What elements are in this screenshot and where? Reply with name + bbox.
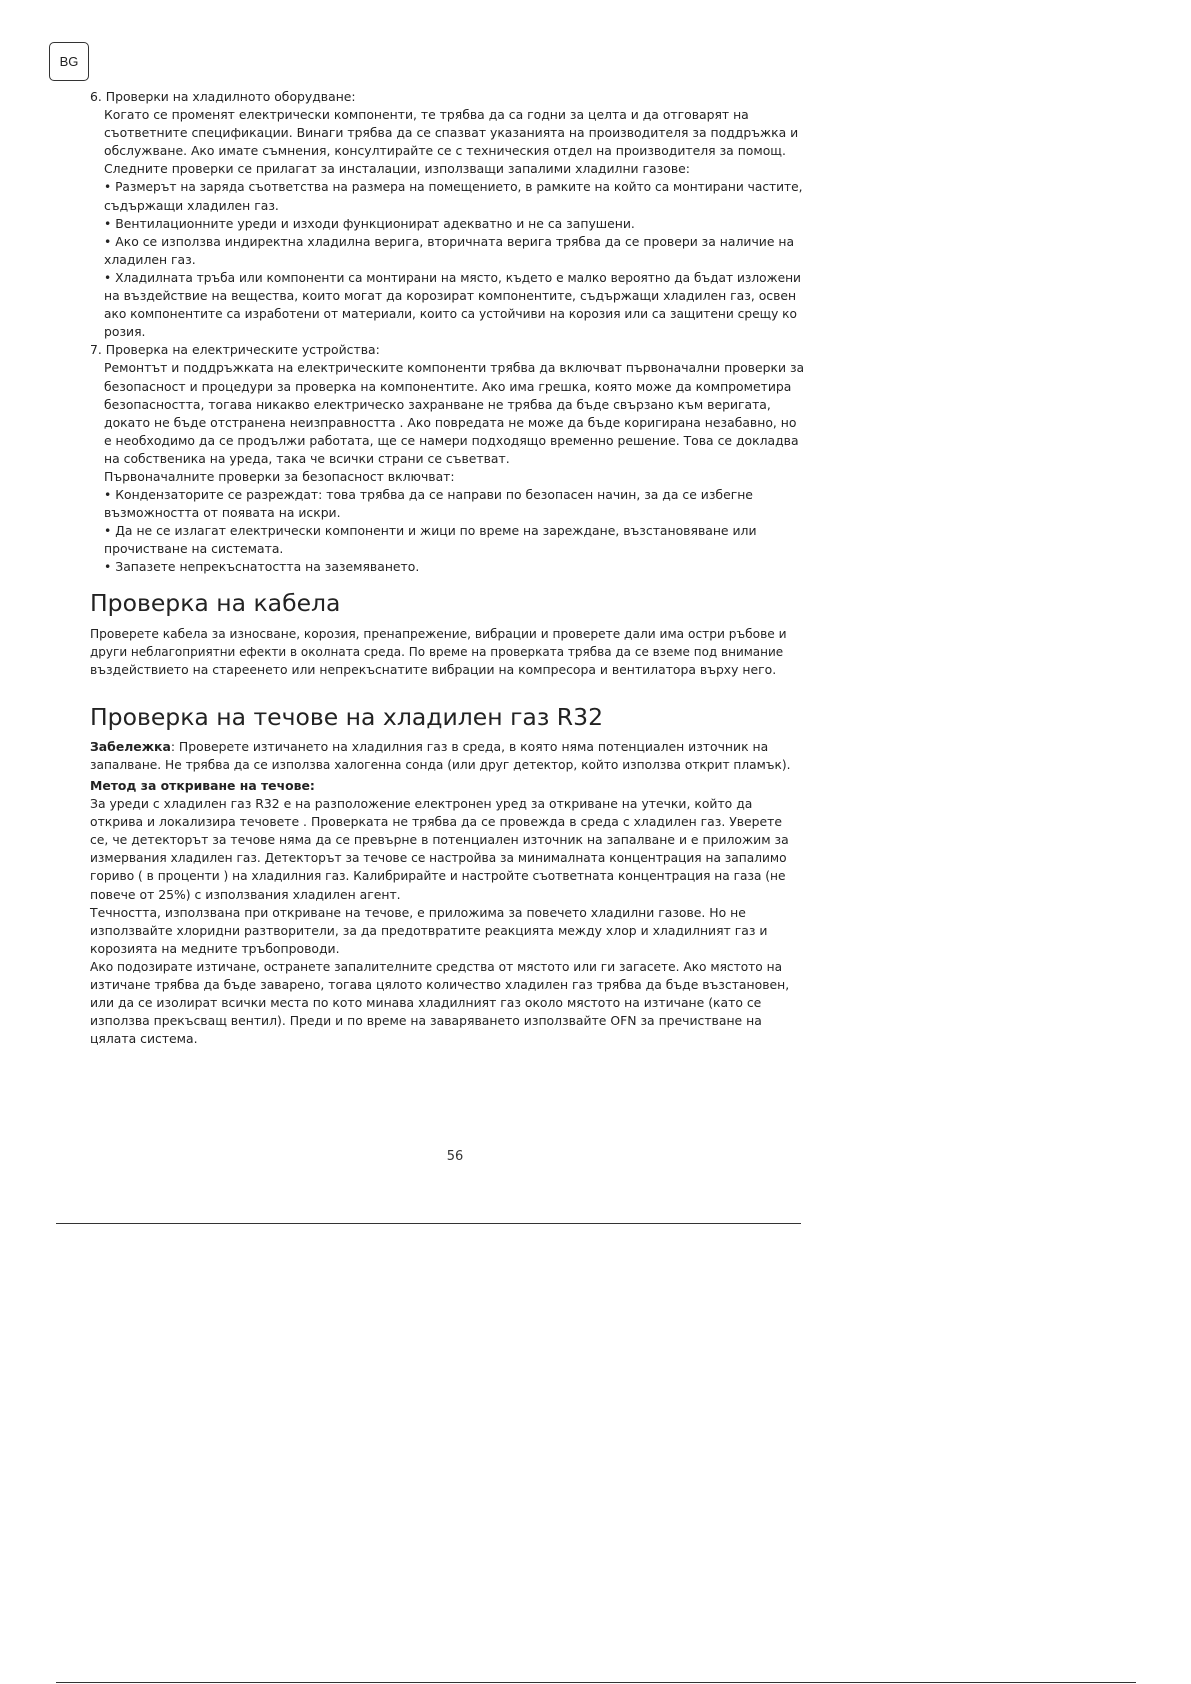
text-line: използвайте хлоридни разтворители, за да предотвратите реакцията между хлор и хладилният газ и <box>90 922 768 938</box>
text-line: розия. <box>104 324 146 340</box>
text-line: • Да не се излагат електрически компоненти и жици по време на зареждане, възстановяване или <box>104 523 757 539</box>
text-line: цялата система. <box>90 1031 198 1047</box>
text-line: Течността, използвана при откриване на течове, е приложима за повечето хладилни газове. Но не <box>90 904 746 920</box>
text-line: корозията на медните тръбопроводи. <box>90 940 340 956</box>
text-line: или да се изолират всички места по кото минава хладилният газ около мястото на изтичане (като се <box>90 995 762 1011</box>
text-line: измервания хладилен газ. Детекторът за течове се настройва за минималната концентрация на запалимо <box>90 851 787 866</box>
text-line: • Кондензаторите се разреждат: това трябва да се направи по безопасен начин, за да се избегне <box>104 487 753 503</box>
method-label: Метод за откриване на течове: <box>90 778 315 793</box>
divider-line <box>56 1223 801 1224</box>
leak-check-heading: Проверка на течове на хладилен газ R32 <box>90 702 604 731</box>
text-line: Следните проверки се прилагат за инсталации, използващи запалими хладилни газове: <box>104 161 690 177</box>
cable-check-heading: Проверка на кабела <box>90 588 341 617</box>
text-line: За уреди с хладилен газ R32 е на разположение електронен уред за откриване на утечки, който да <box>90 796 753 812</box>
text-line: изтичане трябва да бъде заварено, тогава цялото количество хладилен газ трябва да бъде възстановен, <box>90 977 790 993</box>
note-label: Забележка <box>90 738 171 754</box>
page-content <box>90 88 805 1048</box>
text-line: съдържащи хладилен газ. <box>104 197 279 213</box>
text-line: • Размерът на заряда съответства на размера на помещението, в рамките на който са монтирани частите, <box>104 180 803 195</box>
text-line: гориво ( в проценти ) на хладилния газ. Калибрирайте и настройте съответната концентрация на газа (не <box>90 869 786 884</box>
leak-check-body <box>90 795 790 1048</box>
text-line: Ремонтът и поддръжката на електрическите компоненти трябва да включват първоначални проверки за <box>104 360 805 376</box>
text-line: докато не бъде отстранена неизправността . Ако повредата не може да бъде коригирана незабавно, но <box>104 414 797 430</box>
language-badge: BG <box>49 42 89 81</box>
leak-note <box>90 738 790 756</box>
page-number: 56 <box>446 1149 464 1164</box>
text-line: на собственика на уреда, така че всички страни се съветват. <box>104 450 510 466</box>
text-line: на въздействие на вещества, които могат да корозират компонентите, съдържащи хладилен газ, освен <box>104 288 797 304</box>
text-line: безопасността, тогава никакво електрическо захранване не трябва да бъде свързано към веригата, <box>104 396 771 412</box>
text-line: Ако подозирате изтичане, остранете запалителните средства от мястото или ги загасете. Ако мястото на <box>90 959 783 974</box>
text-line: • Запазете непрекъснатостта на заземяването. <box>104 559 420 575</box>
leak-note-line: запалване. Не трябва да се използва халогенна сонда (или друг детектор, който използва открит пламък). <box>90 757 791 772</box>
text-line: обслужване. Ако имате съмнения, консултирайте се с техническия отдел на производителя за помощ. <box>104 143 786 159</box>
text-line: други неблагоприятни ефекти в околната среда. По време на проверката трябва да се вземе под внимание <box>90 644 784 659</box>
text-line: безопасност и процедури за проверка на компонентите. Ако има грешка, която може да компрометира <box>104 378 792 394</box>
text-line: се, че детекторът за течове няма да се превърне в потенциален източник на запалване и е приложим за <box>90 832 789 848</box>
text-line: Когато се променят електрически компоненти, те трябва да са годни за целта и да отговарят на <box>104 107 749 123</box>
text-line: съответните спецификации. Винаги трябва да се спазват указанията на производителя за поддръжка и <box>104 125 799 141</box>
text-line: ако компонентите са изработени от материали, които са устойчиви на корозия или са защитени срещу ко <box>104 307 797 322</box>
text-line: • Хладилната тръба или компоненти са монтирани на място, където е малко вероятно да бъдат изложени <box>104 270 801 285</box>
section-7-body <box>90 359 805 576</box>
text-line: възможността от появата на искри. <box>104 505 341 521</box>
text-line: Първоначалните проверки за безопасност включват: <box>104 468 455 484</box>
text-line: въздействието на стареенето или непрекъснатите вибрации на компресора и вентилатора върху него. <box>90 661 777 677</box>
text-line: е необходимо да се продължи работата, ще се намери подходящо временно решение. Това се докладва <box>104 432 799 448</box>
section-6-body <box>90 106 803 341</box>
note-text: : Проверете изтичането на хладилния газ в среда, в която няма потенциален източник на <box>170 738 769 754</box>
text-line: хладилен газ. <box>104 251 196 267</box>
text-line: използва прекъсващ вентил). Преди и по време на заваряването използвайте OFN за пречистване на <box>90 1013 762 1029</box>
text-line: прочистване на системата. <box>104 541 284 557</box>
cable-check-body <box>90 625 790 679</box>
text-line: повече от 25%) с използвания хладилен агент. <box>90 886 401 902</box>
text-line: открива и локализира течовете . Проверката не трябва да се провежда в среда с хладилен газ. Уверете <box>90 814 783 830</box>
bottom-divider-line <box>56 1682 1136 1683</box>
text-line: • Ако се използва индиректна хладилна верига, вторичната верига трябва да се провери за наличие на <box>104 233 795 249</box>
section-6 <box>90 88 803 341</box>
section-7-title: 7. Проверка на електрическите устройства: <box>90 342 380 358</box>
text-line: • Вентилационните уреди и изходи функционират адекватно и не са запушени. <box>104 215 635 231</box>
section-6-title: 6. Проверки на хладилното оборудване: <box>90 89 356 104</box>
text-line: Проверете кабела за износване, корозия, пренапрежение, вибрации и проверете дали има остри ръбове и <box>90 626 787 641</box>
section-7 <box>90 341 805 576</box>
